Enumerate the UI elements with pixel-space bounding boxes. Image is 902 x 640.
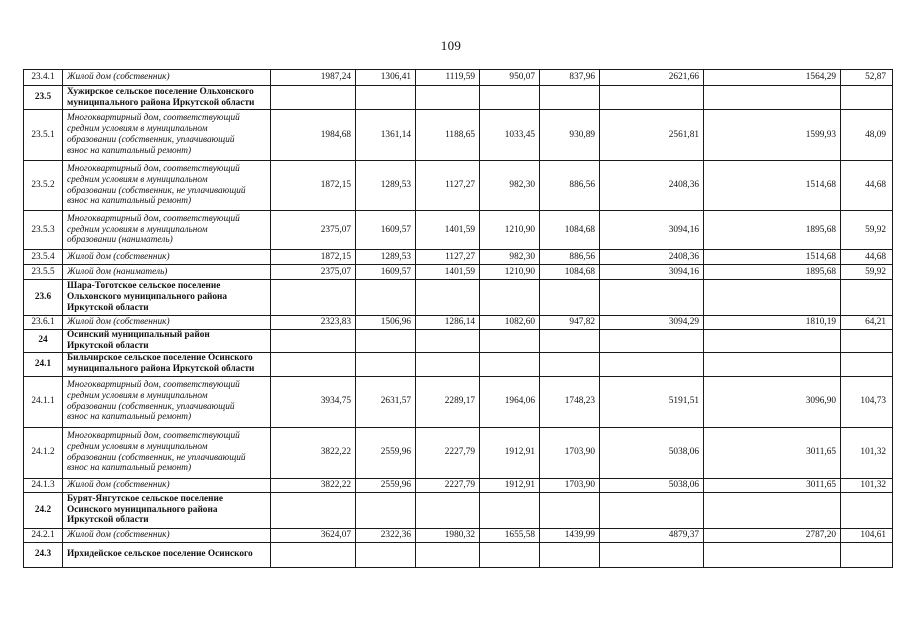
value-cell: 1872,15 [271,161,356,211]
value-cell [540,86,600,110]
text-line: Иркутской области [67,302,149,313]
text-line: средним условиям в муниципальном [67,390,208,401]
text-line: образовании (собственник, не уплачивающий [67,185,246,196]
value-cell: 2323,83 [271,316,356,330]
text-line: муниципального района Иркутской области [67,364,255,375]
value-cell: 1895,68 [704,211,841,250]
text-line: взнос на капитальный ремонт) [67,196,192,207]
value-cell: 1127,27 [416,161,480,211]
table-row [24,250,893,265]
value-cell [704,352,841,376]
value-cell: 1289,53 [356,250,416,265]
value-cell: 1210,90 [480,265,540,280]
value-cell: 2561,81 [600,110,704,161]
row-description [63,478,271,492]
value-cell: 104,73 [841,376,893,427]
row-code: 23.5.5 [24,265,63,280]
text-line: взнос на капитальный ремонт) [67,412,192,423]
value-cell: 1895,68 [704,265,841,280]
value-cell: 886,56 [540,250,600,265]
value-cell: 1810,19 [704,316,841,330]
table-row [24,161,893,211]
value-cell: 2289,17 [416,376,480,427]
row-code: 24 [24,330,63,353]
value-cell: 1119,59 [416,70,480,86]
value-cell: 59,92 [841,265,893,280]
value-cell: 2559,96 [356,427,416,478]
section-title [63,542,271,567]
value-cell: 982,30 [480,161,540,211]
tariff-table [23,69,893,568]
text-line: Осинский муниципальный район [67,330,210,340]
section-title [63,492,271,528]
value-cell: 1964,06 [480,376,540,427]
text-line: образовании (собственник, не уплачивающий [67,452,246,463]
row-description [63,265,271,280]
value-cell: 104,61 [841,528,893,542]
table-row [24,376,893,427]
value-cell: 1084,68 [540,265,600,280]
value-cell [356,86,416,110]
text-line: Осинского муниципального района [67,504,218,515]
value-cell: 64,21 [841,316,893,330]
row-code: 24.1.1 [24,376,63,427]
table-row [24,265,893,280]
row-description [63,427,271,478]
text-line: Многоквартирный дом, соответствующий [67,431,240,441]
text-line: Многоквартирный дом, соответствующий [67,380,240,390]
value-cell [841,542,893,567]
value-cell [480,542,540,567]
text-line: Ирхидейское сельское поселение Осинского [67,549,253,560]
text-line: Бильчирское сельское поселение Осинского [67,353,253,364]
text-line: Жилой дом (собственник) [67,479,170,490]
value-cell: 1980,32 [416,528,480,542]
value-cell: 59,92 [841,211,893,250]
section-title [63,352,271,376]
value-cell [540,492,600,528]
text-line: средним условиям в муниципальном [67,124,208,135]
value-cell [271,352,356,376]
value-cell: 2408,36 [600,161,704,211]
section-row [24,492,893,528]
value-cell: 2408,36 [600,250,704,265]
value-cell: 2375,07 [271,211,356,250]
row-code: 23.6.1 [24,316,63,330]
value-cell [540,352,600,376]
table-row [24,478,893,492]
value-cell [704,492,841,528]
value-cell: 1361,14 [356,110,416,161]
value-cell [416,86,480,110]
value-cell [704,86,841,110]
value-cell [356,542,416,567]
row-code: 24.3 [24,542,63,567]
section-row [24,330,893,353]
value-cell: 1655,58 [480,528,540,542]
row-code: 23.5.1 [24,110,63,161]
text-line: Многоквартирный дом, соответствующий [67,163,240,174]
row-code: 23.5.4 [24,250,63,265]
value-cell: 1703,90 [540,478,600,492]
value-cell: 1082,60 [480,316,540,330]
text-line: Ольхонского муниципального района [67,292,228,303]
value-cell: 1599,93 [704,110,841,161]
text-line: Жилой дом (собственник) [67,251,170,262]
value-cell [416,352,480,376]
value-cell: 3822,22 [271,478,356,492]
value-cell [416,492,480,528]
row-code: 23.6 [24,280,63,316]
row-code: 24.1 [24,352,63,376]
value-cell: 1401,59 [416,265,480,280]
value-cell [356,492,416,528]
value-cell: 3094,16 [600,265,704,280]
value-cell [416,330,480,353]
value-cell: 950,07 [480,70,540,86]
section-title [63,330,271,353]
value-cell: 3094,16 [600,211,704,250]
value-cell: 2322,36 [356,528,416,542]
value-cell [540,280,600,316]
value-cell: 1286,14 [416,316,480,330]
value-cell: 5038,06 [600,427,704,478]
value-cell [356,280,416,316]
value-cell: 982,30 [480,250,540,265]
value-cell [271,492,356,528]
value-cell: 2631,57 [356,376,416,427]
value-cell: 2621,66 [600,70,704,86]
text-line: образовании (наниматель) [67,235,173,246]
value-cell: 1514,68 [704,250,841,265]
row-description [63,70,271,86]
value-cell [271,86,356,110]
value-cell [271,280,356,316]
value-cell: 1912,91 [480,427,540,478]
text-line: Иркутской области [67,515,149,526]
value-cell [600,492,704,528]
row-code: 24.1.2 [24,427,63,478]
row-description [63,376,271,427]
text-line: средним условиям в муниципальном [67,441,208,452]
value-cell [600,86,704,110]
text-line: взнос на капитальный ремонт) [67,145,192,156]
value-cell [540,330,600,353]
value-cell: 886,56 [540,161,600,211]
value-cell [841,330,893,353]
row-description [63,211,271,250]
value-cell: 930,89 [540,110,600,161]
value-cell: 1506,96 [356,316,416,330]
value-cell: 1748,23 [540,376,600,427]
section-row [24,352,893,376]
text-line: Жилой дом (собственник) [67,317,170,328]
value-cell [356,330,416,353]
table-row [24,70,893,86]
value-cell [600,330,704,353]
value-cell: 837,96 [540,70,600,86]
row-code: 23.5.3 [24,211,63,250]
text-line: образовании (собственник, уплачивающий [67,401,235,412]
value-cell: 1289,53 [356,161,416,211]
row-description [63,316,271,330]
text-line: Бурят-Янгутское сельское поселение [67,493,224,504]
value-cell [841,280,893,316]
value-cell: 947,82 [540,316,600,330]
table-row [24,110,893,161]
value-cell: 2375,07 [271,265,356,280]
value-cell: 3094,29 [600,316,704,330]
value-cell: 2227,79 [416,478,480,492]
text-line: средним условиям в муниципальном [67,174,208,185]
value-cell: 3096,90 [704,376,841,427]
table-row [24,211,893,250]
text-line: Жилой дом (собственник) [67,72,170,83]
value-cell [600,280,704,316]
row-description [63,110,271,161]
value-cell [704,280,841,316]
text-line: взнос на капитальный ремонт) [67,463,192,474]
text-line: Многоквартирный дом, соответствующий [67,213,240,224]
value-cell: 101,32 [841,427,893,478]
row-code: 23.5.2 [24,161,63,211]
row-description [63,250,271,265]
value-cell: 1127,27 [416,250,480,265]
value-cell [841,492,893,528]
value-cell: 1984,68 [271,110,356,161]
value-cell: 3011,65 [704,478,841,492]
row-code: 24.1.3 [24,478,63,492]
value-cell [416,280,480,316]
table-row [24,528,893,542]
value-cell: 2559,96 [356,478,416,492]
value-cell [600,542,704,567]
value-cell: 1033,45 [480,110,540,161]
value-cell: 44,68 [841,161,893,211]
value-cell: 1514,68 [704,161,841,211]
value-cell: 1306,41 [356,70,416,86]
value-cell: 1987,24 [271,70,356,86]
value-cell: 1210,90 [480,211,540,250]
value-cell [480,352,540,376]
value-cell: 101,32 [841,478,893,492]
value-cell: 1084,68 [540,211,600,250]
value-cell: 2787,20 [704,528,841,542]
text-line: средним условиям в муниципальном [67,224,208,235]
row-description [63,161,271,211]
value-cell: 1439,99 [540,528,600,542]
value-cell: 5191,51 [600,376,704,427]
value-cell: 48,09 [841,110,893,161]
value-cell: 2227,79 [416,427,480,478]
text-line: Жилой дом (наниматель) [67,266,168,277]
value-cell [416,542,480,567]
row-description [63,528,271,542]
value-cell [540,542,600,567]
value-cell: 1609,57 [356,211,416,250]
value-cell: 1912,91 [480,478,540,492]
value-cell [480,330,540,353]
table-row [24,427,893,478]
value-cell: 4879,37 [600,528,704,542]
value-cell [271,330,356,353]
page-number: 109 [440,38,462,53]
value-cell [356,352,416,376]
value-cell: 1188,65 [416,110,480,161]
value-cell: 1609,57 [356,265,416,280]
row-code: 23.5 [24,86,63,110]
text-line: муниципального района Иркутской области [67,97,255,108]
value-cell [704,330,841,353]
value-cell [480,492,540,528]
text-line: Жилой дом (собственник) [67,529,170,540]
section-title [63,280,271,316]
value-cell: 3822,22 [271,427,356,478]
value-cell: 1564,29 [704,70,841,86]
text-line: Многоквартирный дом, соответствующий [67,113,240,124]
row-code: 23.4.1 [24,70,63,86]
text-line: Шара-Тоготское сельское поселение [67,281,221,292]
section-row [24,86,893,110]
value-cell [841,352,893,376]
section-row [24,280,893,316]
value-cell [600,352,704,376]
value-cell [704,542,841,567]
text-line: Хужирское сельское поселение Ольхонского [67,86,254,97]
value-cell [841,86,893,110]
value-cell: 3934,75 [271,376,356,427]
value-cell: 3011,65 [704,427,841,478]
value-cell: 1401,59 [416,211,480,250]
value-cell: 3624,07 [271,528,356,542]
row-code: 24.2 [24,492,63,528]
section-row [24,542,893,567]
row-code: 24.2.1 [24,528,63,542]
text-line: Иркутской области [67,340,149,351]
value-cell [480,86,540,110]
value-cell: 44,68 [841,250,893,265]
value-cell [480,280,540,316]
value-cell: 1703,90 [540,427,600,478]
text-line: образовании (собственник, уплачивающий [67,135,235,145]
value-cell: 52,87 [841,70,893,86]
value-cell [271,542,356,567]
value-cell: 1872,15 [271,250,356,265]
table-row [24,316,893,330]
value-cell: 5038,06 [600,478,704,492]
section-title [63,86,271,110]
